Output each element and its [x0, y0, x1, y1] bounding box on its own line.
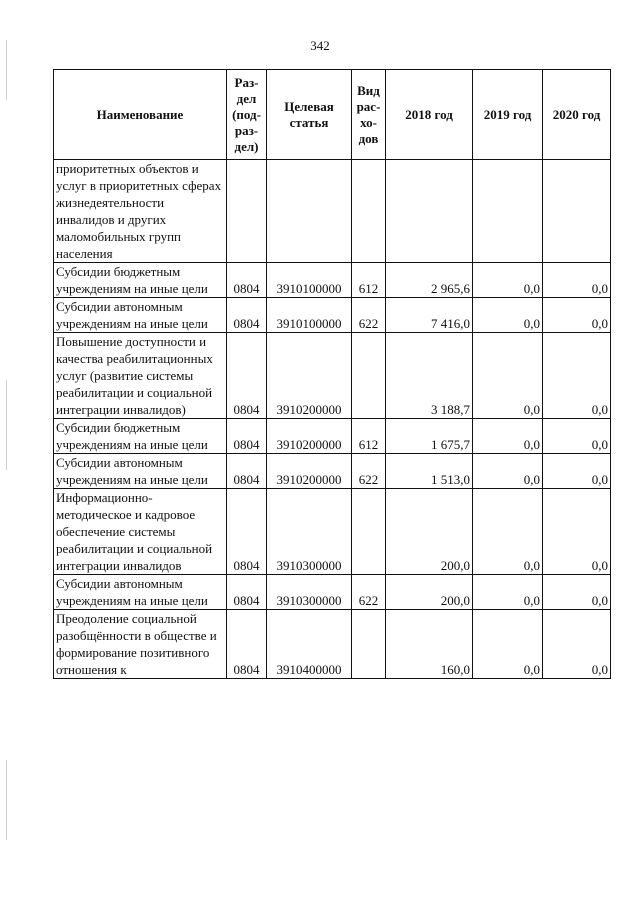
cell-target: [267, 160, 352, 263]
cell-2020: 0,0: [543, 298, 611, 333]
table-header-row: [54, 70, 611, 160]
cell-name: Субсидии автономным учреждениям на иные цели: [54, 454, 227, 489]
cell-2018: 200,0: [386, 489, 473, 575]
cell-2018: 3 188,7: [386, 333, 473, 419]
cell-target: 3910200000: [267, 419, 352, 454]
table-row: [54, 489, 611, 575]
cell-2019: 0,0: [473, 263, 543, 298]
cell-2020: [543, 160, 611, 263]
cell-name: приоритетных объектов и услуг в приоритетных сферах жизнедеятельности инвалидов и других маломобильных групп населения: [54, 160, 227, 263]
cell-2020: 0,0: [543, 263, 611, 298]
cell-name: Информационно-методическое и кадровое обеспечение системы реабилитации и социальной интеграции инвалидов: [54, 489, 227, 575]
cell-section: 0804: [227, 610, 267, 679]
cell-2019: 0,0: [473, 298, 543, 333]
header-2020: 2020 год: [543, 70, 611, 160]
cell-target: 3910300000: [267, 575, 352, 610]
cell-2018: 1 675,7: [386, 419, 473, 454]
cell-kind: 622: [352, 575, 386, 610]
cell-target: 3910100000: [267, 298, 352, 333]
cell-section: 0804: [227, 333, 267, 419]
cell-section: 0804: [227, 298, 267, 333]
cell-2020: 0,0: [543, 575, 611, 610]
cell-kind: 612: [352, 263, 386, 298]
cell-2019: [473, 160, 543, 263]
header-2018: 2018 год: [386, 70, 473, 160]
page-number: 342: [310, 38, 330, 53]
cell-name: Субсидии автономным учреждениям на иные цели: [54, 298, 227, 333]
cell-kind: [352, 610, 386, 679]
cell-2018: 1 513,0: [386, 454, 473, 489]
cell-kind: 622: [352, 454, 386, 489]
cell-target: 3910200000: [267, 333, 352, 419]
cell-2020: 0,0: [543, 489, 611, 575]
cell-2019: 0,0: [473, 575, 543, 610]
header-target: Целевая статья: [267, 70, 352, 160]
table-row: [54, 575, 611, 610]
table-row: [54, 454, 611, 489]
table-row: [54, 263, 611, 298]
cell-name: Повышение доступности и качества реабилитационных услуг (развитие системы реабилитации и социальной интеграции инвалидов): [54, 333, 227, 419]
table-row: [54, 298, 611, 333]
cell-target: 3910200000: [267, 454, 352, 489]
cell-2018: 2 965,6: [386, 263, 473, 298]
table-row: [54, 333, 611, 419]
cell-2020: 0,0: [543, 419, 611, 454]
cell-target: 3910100000: [267, 263, 352, 298]
cell-2020: 0,0: [543, 333, 611, 419]
table-row: [54, 610, 611, 679]
cell-section: 0804: [227, 454, 267, 489]
cell-2019: 0,0: [473, 610, 543, 679]
header-section: Раз- дел (под- раз- дел): [227, 70, 267, 160]
cell-2018: 200,0: [386, 575, 473, 610]
cell-2018: 160,0: [386, 610, 473, 679]
cell-section: 0804: [227, 263, 267, 298]
header-2019: 2019 год: [473, 70, 543, 160]
cell-kind: 612: [352, 419, 386, 454]
cell-name: Субсидии автономным учреждениям на иные цели: [54, 575, 227, 610]
cell-kind: [352, 489, 386, 575]
cell-section: 0804: [227, 489, 267, 575]
cell-2018: 7 416,0: [386, 298, 473, 333]
cell-section: 0804: [227, 575, 267, 610]
cell-name: Субсидии бюджетным учреждениям на иные цели: [54, 419, 227, 454]
cell-2019: 0,0: [473, 419, 543, 454]
cell-kind: [352, 160, 386, 263]
scan-edge-mark: [6, 380, 7, 470]
cell-2020: 0,0: [543, 610, 611, 679]
budget-table: [53, 69, 611, 679]
cell-2018: [386, 160, 473, 263]
table-body: [54, 160, 611, 679]
header-name: Наименование: [54, 70, 227, 160]
table-row: [54, 160, 611, 263]
cell-name: Субсидии бюджетным учреждениям на иные цели: [54, 263, 227, 298]
cell-kind: 622: [352, 298, 386, 333]
cell-section: 0804: [227, 419, 267, 454]
cell-name: Преодоление социальной разобщённости в обществе и формирование позитивного отношения к: [54, 610, 227, 679]
scan-edge-mark: [6, 760, 7, 840]
table-row: [54, 419, 611, 454]
cell-2019: 0,0: [473, 489, 543, 575]
cell-2019: 0,0: [473, 454, 543, 489]
cell-2020: 0,0: [543, 454, 611, 489]
cell-target: 3910400000: [267, 610, 352, 679]
cell-kind: [352, 333, 386, 419]
cell-2019: 0,0: [473, 333, 543, 419]
cell-section: [227, 160, 267, 263]
cell-target: 3910300000: [267, 489, 352, 575]
header-kind: Вид рас- хо- дов: [352, 70, 386, 160]
